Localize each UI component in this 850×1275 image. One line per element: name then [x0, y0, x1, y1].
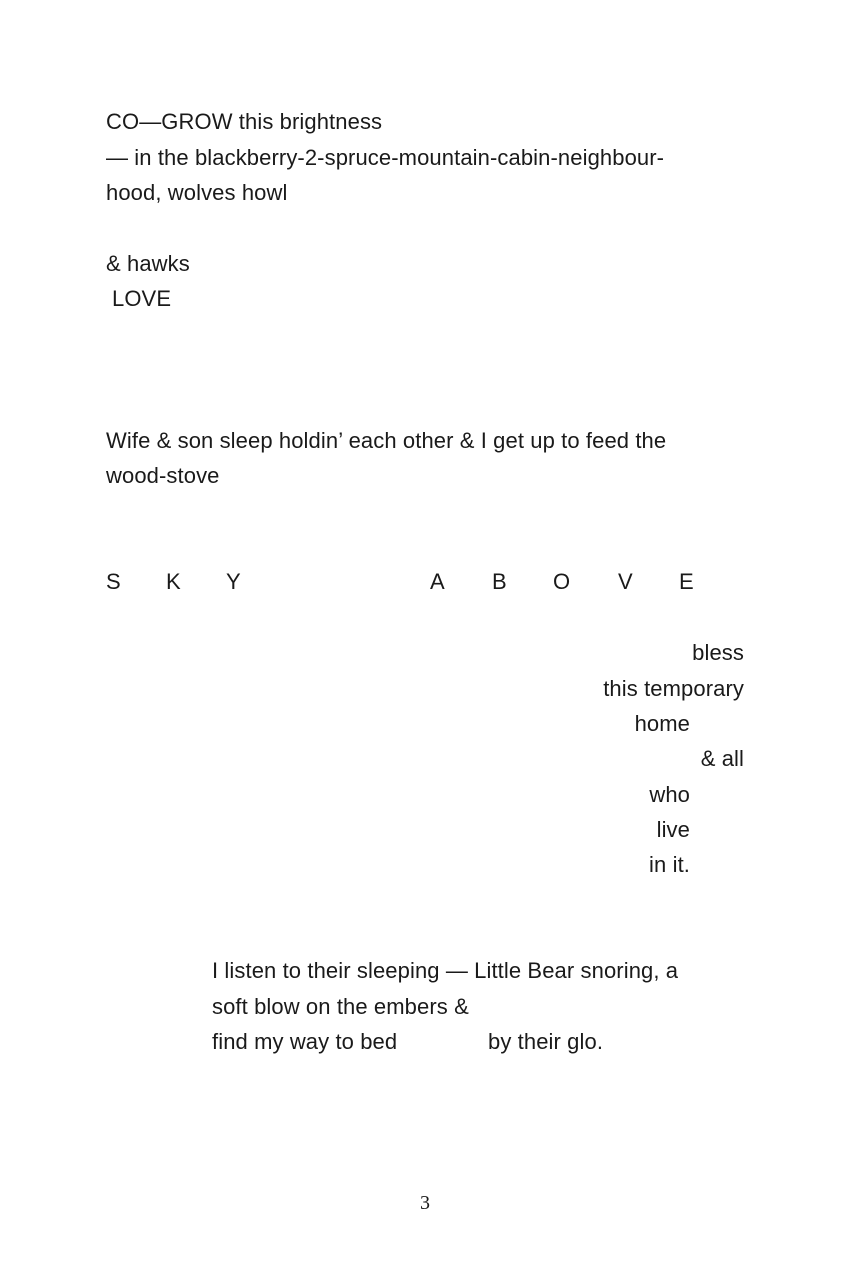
spaced-letter: O: [553, 569, 571, 594]
spaced-letter: Y: [226, 569, 241, 594]
poem-line: in it.: [649, 852, 690, 877]
spaced-letter: K: [166, 569, 181, 594]
spaced-letter: V: [618, 569, 633, 594]
poem-line: & all: [700, 746, 744, 771]
poem-line: soft blow on the embers &: [212, 994, 469, 1019]
poem-line: live: [656, 817, 690, 842]
poem-line: CO—GROW this brightness: [106, 109, 383, 134]
page-number: 3: [419, 1192, 431, 1214]
poem-line: I listen to their sleeping — Little Bear snoring, a: [212, 958, 679, 983]
spaced-letter: B: [492, 569, 507, 594]
poem-line: hood, wolves howl: [106, 180, 288, 205]
sky-above-line: [0, 571, 850, 597]
poem-line: home: [634, 711, 690, 736]
poem-line: LOVE: [112, 286, 172, 311]
spaced-letter: S: [106, 569, 121, 594]
poem-line: Wife & son sleep holdin’ each other & I get up to feed the: [106, 428, 667, 453]
poem-line: this temporary: [603, 676, 744, 701]
poem-line: by their glo.: [488, 1029, 604, 1054]
spaced-letter: A: [430, 569, 445, 594]
poem-line: & hawks: [106, 251, 190, 276]
poem-line: — in the blackberry-2-spruce-mountain-cabin-neighbour-: [106, 145, 665, 170]
poem-line: who: [649, 782, 690, 807]
poem-line: bless: [692, 640, 744, 665]
poem-line: find my way to bed: [212, 1029, 398, 1054]
spaced-letter: E: [679, 569, 694, 594]
poem-line: wood-stove: [106, 463, 220, 488]
